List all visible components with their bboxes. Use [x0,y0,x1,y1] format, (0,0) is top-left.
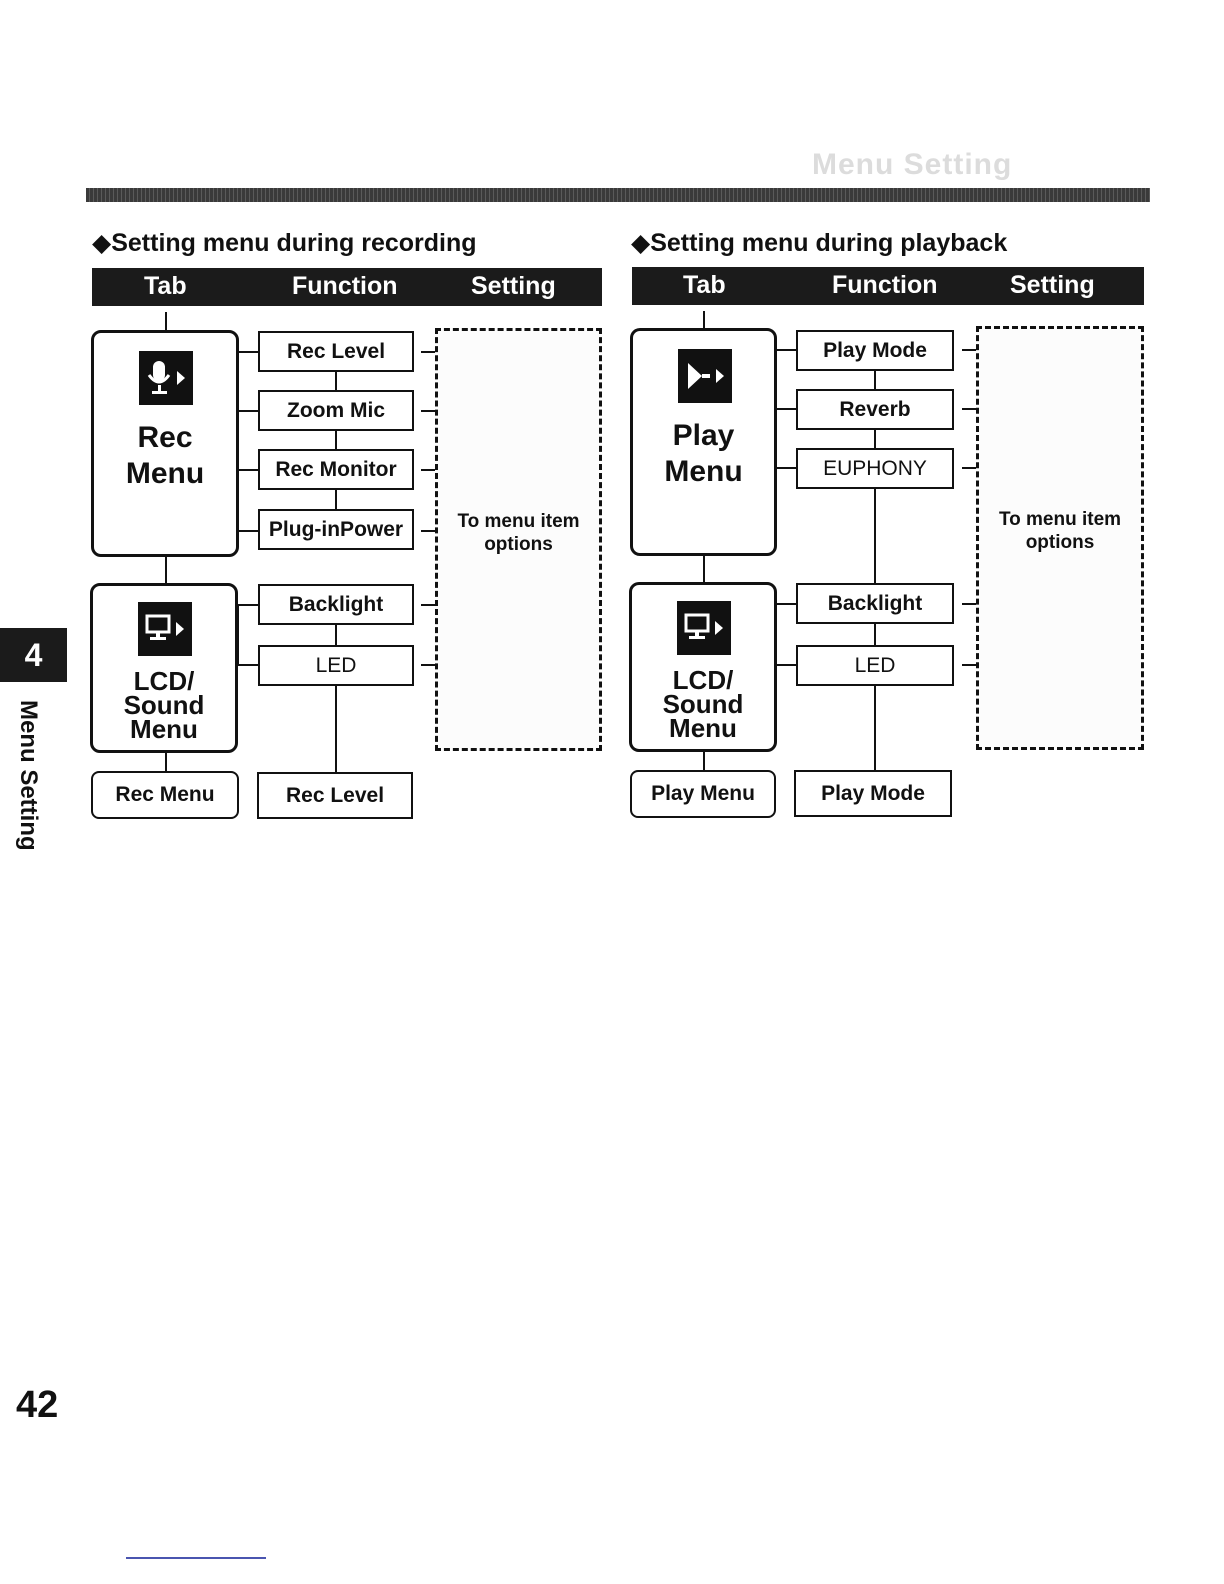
play-menu-label-line1: Play [672,419,735,452]
rec-menu-tab[interactable] [91,330,239,557]
connector-line [237,469,258,471]
function-rec-monitor[interactable]: Rec Monitor [258,449,414,490]
rec-menu-label-line1: Rec [137,421,193,454]
rec-menu-label-line2: Menu [125,457,205,490]
recording-column-header [92,268,602,306]
connector-line [237,530,258,532]
rec-menu-icon [139,351,193,405]
lcd-sound-label-line3: Menu [669,713,737,743]
play-menu-nav-tab[interactable]: Play Menu [630,770,776,818]
connector-line [165,312,167,330]
connector-line [237,351,258,353]
function-backlight[interactable]: Backlight [258,584,414,625]
playback-section-title: ◆Setting menu during playback [631,229,1008,257]
lcd-sound-label-line2: Sound [123,690,205,720]
connector-line [703,311,705,329]
connector-line [874,429,876,448]
recording-setting-box [435,328,602,751]
connector-line [775,408,796,410]
lcd-sound-icon [677,601,731,655]
connector-line [874,623,876,645]
column-function: Function [292,272,398,300]
page-number: 42 [16,1384,59,1426]
connector-line [421,664,435,666]
play-lcd-sound-tab[interactable] [629,582,777,752]
function-rec-level[interactable]: Rec Level [258,331,414,372]
rec-menu-nav-tab[interactable]: Rec Menu [91,771,239,819]
function-reverb[interactable]: Reverb [796,389,954,430]
connector-line [962,349,976,351]
header-bar [86,188,1150,202]
chapter-label-vertical: Menu Setting [15,700,42,851]
column-tab: Tab [683,271,726,299]
column-setting: Setting [1010,271,1095,299]
connector-line [421,530,435,532]
connector-line [962,408,976,410]
play-mode-nav-function[interactable]: Play Mode [794,770,952,817]
recording-section-title: ◆Setting menu during recording [92,229,477,257]
column-function: Function [832,271,938,299]
function-play-mode[interactable]: Play Mode [796,330,954,371]
playback-column-header [632,267,1144,305]
connector-line [237,664,258,666]
play-menu-tab[interactable] [630,328,777,556]
function-led[interactable]: LED [258,645,414,686]
play-menu-icon [678,349,732,403]
connector-line [335,624,337,646]
rec-level-nav-function[interactable]: Rec Level [257,772,413,819]
connector-line [165,555,167,585]
connector-line [421,604,435,606]
lcd-sound-label-line1: LCD/ [133,666,195,696]
function-zoom-mic[interactable]: Zoom Mic [258,390,414,431]
column-tab: Tab [144,272,187,300]
connector-line [335,371,337,390]
chapter-header-faded: Menu Setting [812,148,1013,181]
connector-line [703,554,705,584]
connector-line [775,603,796,605]
connector-line [421,469,435,471]
bottom-rule [126,1557,266,1559]
connector-line [874,370,876,389]
function-plug-in-power[interactable]: Plug-inPower [258,509,414,550]
connector-line [237,604,258,606]
connector-line [775,467,796,469]
connector-line [874,685,876,771]
connector-line [775,349,796,351]
column-setting: Setting [471,272,556,300]
connector-line [165,751,167,772]
connector-line [874,488,876,583]
connector-line [962,664,976,666]
setting-options-text: To menu item options [998,509,1122,553]
setting-options-text: To menu item options [457,510,580,555]
function-backlight[interactable]: Backlight [796,583,954,624]
connector-line [335,489,337,509]
lcd-sound-label-line3: Menu [130,714,198,744]
rec-lcd-sound-tab[interactable] [90,583,238,753]
play-menu-label-line2: Menu [664,455,743,488]
chapter-number-tab: 4 [0,628,67,682]
connector-line [421,351,435,353]
connector-line [421,410,435,412]
connector-line [962,467,976,469]
connector-line [703,750,705,771]
function-euphony[interactable]: EUPHONY [796,448,954,489]
function-led[interactable]: LED [796,645,954,686]
lcd-sound-icon [138,602,192,656]
connector-line [775,664,796,666]
connector-line [335,430,337,449]
lcd-sound-label-line1: LCD/ [672,665,734,695]
playback-setting-box [976,326,1144,750]
connector-line [335,686,337,772]
lcd-sound-label-line2: Sound [662,689,744,719]
connector-line [237,410,258,412]
connector-line [962,603,976,605]
